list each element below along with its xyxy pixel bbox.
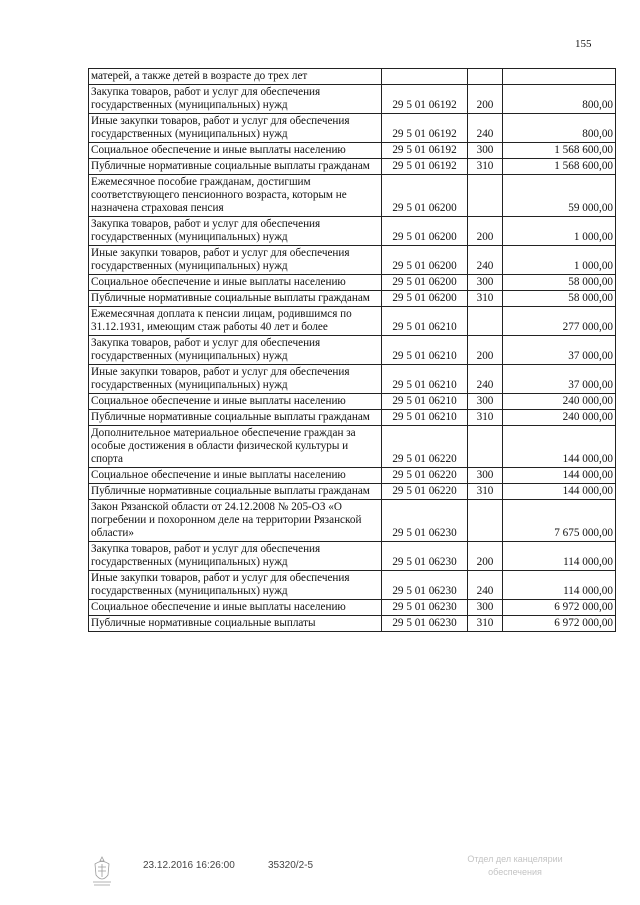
- row-amount-cell: 1 000,00: [503, 217, 616, 246]
- row-code-cell: 29 5 01 06192: [382, 143, 468, 159]
- table-row: [89, 484, 616, 500]
- row-name-cell: Ежемесячное пособие гражданам, достигшим соответствующего пенсионного возраста, которым не назначена страховая пенсия: [89, 175, 382, 217]
- row-kind-cell: 310: [468, 484, 503, 500]
- footer-timestamp: 23.12.2016 16:26:00: [143, 860, 235, 871]
- row-code-cell: 29 5 01 06210: [382, 365, 468, 394]
- row-name-cell: Публичные нормативные социальные выплаты: [89, 616, 382, 632]
- row-kind-cell: [468, 307, 503, 336]
- budget-table: [88, 68, 616, 632]
- table-row: [89, 217, 616, 246]
- row-code-cell: 29 5 01 06200: [382, 175, 468, 217]
- row-code-cell: 29 5 01 06200: [382, 291, 468, 307]
- table-row: [89, 275, 616, 291]
- row-code-cell: 29 5 01 06210: [382, 410, 468, 426]
- row-kind-cell: 300: [468, 468, 503, 484]
- budget-table-body: [89, 69, 616, 632]
- row-name-cell: Социальное обеспечение и иные выплаты населению: [89, 600, 382, 616]
- table-row: [89, 175, 616, 217]
- row-amount-cell: 59 000,00: [503, 175, 616, 217]
- row-code-cell: 29 5 01 06210: [382, 336, 468, 365]
- table-row: [89, 114, 616, 143]
- table-row: [89, 365, 616, 394]
- row-code-cell: 29 5 01 06230: [382, 542, 468, 571]
- row-code-cell: 29 5 01 06230: [382, 616, 468, 632]
- row-kind-cell: 240: [468, 246, 503, 275]
- row-amount-cell: 7 675 000,00: [503, 500, 616, 542]
- row-kind-cell: 300: [468, 600, 503, 616]
- row-kind-cell: 310: [468, 291, 503, 307]
- table-row: [89, 616, 616, 632]
- row-name-cell: Публичные нормативные социальные выплаты гражданам: [89, 291, 382, 307]
- row-name-cell: Иные закупки товаров, работ и услуг для обеспечения государственных (муниципальных) нужд: [89, 571, 382, 600]
- row-amount-cell: 1 000,00: [503, 246, 616, 275]
- row-kind-cell: [468, 500, 503, 542]
- table-row: [89, 542, 616, 571]
- table-row: [89, 600, 616, 616]
- table-row: [89, 571, 616, 600]
- table-row: [89, 394, 616, 410]
- row-amount-cell: 800,00: [503, 85, 616, 114]
- row-code-cell: 29 5 01 06192: [382, 159, 468, 175]
- footer-document-number: 35320/2-5: [268, 860, 314, 871]
- row-code-cell: 29 5 01 06220: [382, 484, 468, 500]
- row-amount-cell: 240 000,00: [503, 394, 616, 410]
- row-kind-cell: 310: [468, 410, 503, 426]
- row-kind-cell: 240: [468, 114, 503, 143]
- row-kind-cell: [468, 175, 503, 217]
- row-amount-cell: 800,00: [503, 114, 616, 143]
- table-row: [89, 159, 616, 175]
- row-name-cell: Социальное обеспечение и иные выплаты населению: [89, 468, 382, 484]
- row-name-cell: Закупка товаров, работ и услуг для обеспечения государственных (муниципальных) нужд: [89, 336, 382, 365]
- row-amount-cell: [503, 69, 616, 85]
- row-kind-cell: [468, 69, 503, 85]
- table-row: [89, 143, 616, 159]
- row-kind-cell: 310: [468, 159, 503, 175]
- row-name-cell: Закупка товаров, работ и услуг для обеспечения государственных (муниципальных) нужд: [89, 542, 382, 571]
- row-amount-cell: 144 000,00: [503, 426, 616, 468]
- row-name-cell: Социальное обеспечение и иные выплаты населению: [89, 143, 382, 159]
- row-code-cell: 29 5 01 06230: [382, 571, 468, 600]
- row-kind-cell: [468, 426, 503, 468]
- row-amount-cell: 58 000,00: [503, 291, 616, 307]
- table-row: [89, 426, 616, 468]
- row-name-cell: Публичные нормативные социальные выплаты гражданам: [89, 159, 382, 175]
- row-name-cell: Иные закупки товаров, работ и услуг для обеспечения государственных (муниципальных) нужд: [89, 246, 382, 275]
- row-amount-cell: 1 568 600,00: [503, 143, 616, 159]
- row-code-cell: 29 5 01 06220: [382, 426, 468, 468]
- row-amount-cell: 6 972 000,00: [503, 616, 616, 632]
- table-row: [89, 291, 616, 307]
- row-amount-cell: 240 000,00: [503, 410, 616, 426]
- row-code-cell: 29 5 01 06192: [382, 114, 468, 143]
- row-kind-cell: 200: [468, 336, 503, 365]
- row-code-cell: 29 5 01 06220: [382, 468, 468, 484]
- row-name-cell: Иные закупки товаров, работ и услуг для обеспечения государственных (муниципальных) нужд: [89, 365, 382, 394]
- row-amount-cell: 114 000,00: [503, 542, 616, 571]
- row-amount-cell: 6 972 000,00: [503, 600, 616, 616]
- table-row: [89, 468, 616, 484]
- row-code-cell: 29 5 01 06230: [382, 500, 468, 542]
- stamp-line: обеспечения: [488, 867, 542, 877]
- row-kind-cell: 200: [468, 542, 503, 571]
- row-code-cell: 29 5 01 06200: [382, 246, 468, 275]
- table-row: [89, 500, 616, 542]
- table-row: [89, 246, 616, 275]
- page-number: 155: [575, 38, 592, 50]
- table-row: [89, 69, 616, 85]
- row-kind-cell: 300: [468, 275, 503, 291]
- row-amount-cell: 114 000,00: [503, 571, 616, 600]
- table-row: [89, 336, 616, 365]
- row-amount-cell: 37 000,00: [503, 336, 616, 365]
- row-kind-cell: 200: [468, 85, 503, 114]
- row-amount-cell: 37 000,00: [503, 365, 616, 394]
- row-amount-cell: 144 000,00: [503, 468, 616, 484]
- row-name-cell: Дополнительное материальное обеспечение граждан за особые достижения в области физической культуры и спорта: [89, 426, 382, 468]
- row-kind-cell: 240: [468, 571, 503, 600]
- row-kind-cell: 240: [468, 365, 503, 394]
- row-code-cell: 29 5 01 06192: [382, 85, 468, 114]
- row-code-cell: 29 5 01 06200: [382, 275, 468, 291]
- row-kind-cell: 310: [468, 616, 503, 632]
- row-amount-cell: 58 000,00: [503, 275, 616, 291]
- office-stamp: [440, 853, 590, 879]
- row-code-cell: 29 5 01 06210: [382, 394, 468, 410]
- row-name-cell: Социальное обеспечение и иные выплаты населению: [89, 275, 382, 291]
- table-row: [89, 307, 616, 336]
- row-code-cell: 29 5 01 06230: [382, 600, 468, 616]
- row-amount-cell: 1 568 600,00: [503, 159, 616, 175]
- row-name-cell: Публичные нормативные социальные выплаты гражданам: [89, 484, 382, 500]
- row-code-cell: 29 5 01 06210: [382, 307, 468, 336]
- table-row: [89, 410, 616, 426]
- row-name-cell: Ежемесячная доплата к пенсии лицам, родившимся по 31.12.1931, имеющим стаж работы 40 лет и более: [89, 307, 382, 336]
- row-amount-cell: 277 000,00: [503, 307, 616, 336]
- table-row: [89, 85, 616, 114]
- row-name-cell: Закупка товаров, работ и услуг для обеспечения государственных (муниципальных) нужд: [89, 217, 382, 246]
- row-name-cell: Публичные нормативные социальные выплаты гражданам: [89, 410, 382, 426]
- row-code-cell: [382, 69, 468, 85]
- row-amount-cell: 144 000,00: [503, 484, 616, 500]
- row-kind-cell: 300: [468, 143, 503, 159]
- row-name-cell: Иные закупки товаров, работ и услуг для обеспечения государственных (муниципальных) нужд: [89, 114, 382, 143]
- row-name-cell: Социальное обеспечение и иные выплаты населению: [89, 394, 382, 410]
- stamp-line: Отдел дел канцелярии: [467, 854, 563, 864]
- row-code-cell: 29 5 01 06200: [382, 217, 468, 246]
- row-name-cell: Закон Рязанской области от 24.12.2008 № 205-ОЗ «О погребении и похоронном деле на территории Рязанской области»: [89, 500, 382, 542]
- row-kind-cell: 200: [468, 217, 503, 246]
- row-name-cell: Закупка товаров, работ и услуг для обеспечения государственных (муниципальных) нужд: [89, 85, 382, 114]
- row-kind-cell: 300: [468, 394, 503, 410]
- row-name-cell: матерей, а также детей в возрасте до трех лет: [89, 69, 382, 85]
- coat-of-arms-icon: [90, 855, 114, 889]
